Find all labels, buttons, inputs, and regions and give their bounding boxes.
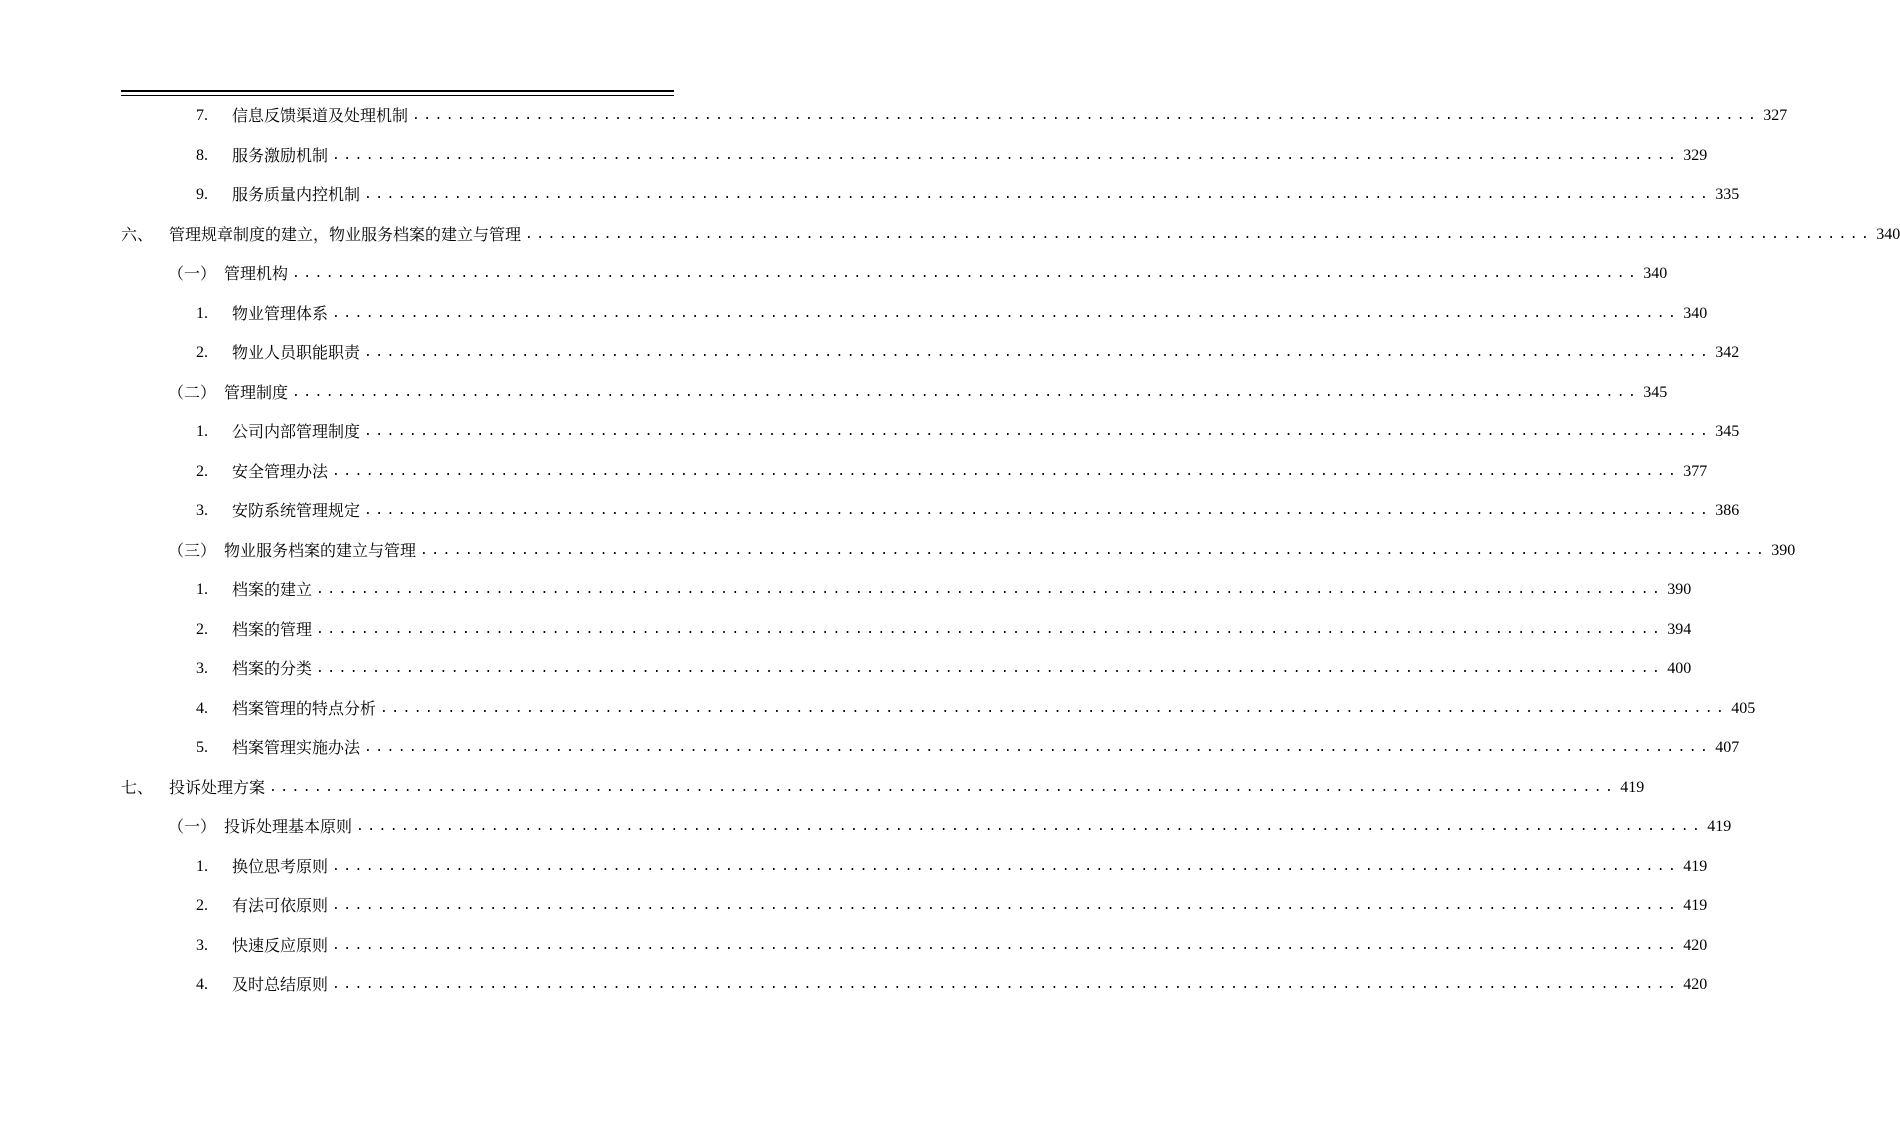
toc-entry-title: 档案的管理 [232, 619, 313, 639]
toc-entry-number: 3. [196, 660, 208, 677]
toc-entry-title: 服务激励机制 [232, 145, 329, 165]
toc-entry-title: 管理制度 [224, 382, 289, 402]
toc-entry-number: （一） [168, 264, 217, 283]
toc-dot-leader: ........................................................................................................................ [332, 937, 1680, 953]
toc-entry-page-number: 345 [1643, 383, 1668, 401]
toc-entry[interactable] [196, 894, 1708, 918]
toc-entry[interactable] [196, 302, 1708, 326]
toc-entry[interactable] [196, 144, 1708, 168]
toc-entry-title: 投诉处理基本原则 [224, 817, 353, 836]
toc-entry-title: 档案管理实施办法 [232, 738, 361, 757]
toc-entry-title: 快速反应原则 [232, 935, 329, 955]
toc-entry[interactable] [196, 697, 1756, 721]
toc-entry-page-number: 419 [1683, 857, 1708, 875]
toc-entry-title: 物业管理体系 [232, 303, 329, 323]
toc-dot-leader: ........................................................................................................................ [525, 226, 1873, 242]
toc-entry[interactable] [168, 815, 1732, 839]
toc-dot-leader: ........................................................................................................................ [316, 582, 1664, 597]
toc-dot-leader: ........................................................................................................................ [269, 779, 1617, 795]
toc-dot-leader: ........................................................................................................................ [332, 305, 1680, 321]
toc-entry-page-number: 394 [1667, 620, 1692, 638]
toc-dot-leader: ........................................................................................................................ [364, 187, 1712, 202]
toc-entry-title: 安防系统管理规定 [232, 501, 361, 520]
toc-entry[interactable] [196, 183, 1740, 207]
toc-entry-number: 8. [196, 146, 208, 164]
toc-entry[interactable] [196, 736, 1740, 760]
toc-entry-number: 1. [196, 304, 208, 322]
toc-entry-page-number: 329 [1683, 146, 1708, 164]
toc-dot-leader: ........................................................................................................................ [332, 463, 1680, 479]
toc-entry-number: （一） [168, 817, 217, 836]
toc-dot-leader: ........................................................................................................................ [364, 740, 1712, 755]
toc-entry-number: （三） [168, 540, 217, 560]
toc-dot-leader: ........................................................................................................................ [316, 621, 1664, 637]
toc-entry-page-number: 407 [1715, 739, 1740, 756]
header-rule [121, 90, 674, 96]
toc-entry-number: 六、 [121, 224, 154, 244]
toc-dot-leader: ........................................................................................................................ [364, 503, 1712, 518]
toc-entry[interactable] [121, 776, 1645, 800]
toc-entry-page-number: 340 [1643, 265, 1668, 282]
toc-entry-number: 3. [196, 502, 208, 519]
toc-entry[interactable] [196, 855, 1708, 879]
toc-entry-page-number: 400 [1667, 660, 1692, 677]
toc-entry-number: 9. [196, 186, 208, 203]
toc-entry-page-number: 377 [1683, 462, 1708, 480]
toc-dot-leader: ........................................................................................................................ [364, 424, 1712, 439]
toc-entry[interactable] [196, 499, 1740, 523]
toc-entry-page-number: 419 [1620, 778, 1645, 796]
toc-entry-page-number: 342 [1715, 344, 1740, 361]
toc-entry[interactable] [121, 223, 1900, 247]
toc-entry-number: （二） [168, 382, 217, 402]
toc-entry-page-number: 390 [1771, 541, 1796, 559]
toc-entry-page-number: 340 [1876, 225, 1900, 243]
toc-entry-title: 投诉处理方案 [169, 777, 266, 797]
toc-entry[interactable] [196, 104, 1788, 128]
toc-entry-page-number: 386 [1715, 502, 1740, 519]
toc-entry[interactable] [196, 341, 1740, 365]
toc-dot-leader: ........................................................................................................................ [332, 977, 1680, 992]
toc-entry[interactable] [196, 618, 1692, 642]
toc-entry-title: 档案的建立 [232, 580, 313, 599]
toc-entry-number: 2. [196, 344, 208, 361]
toc-dot-leader: ........................................................................................................................ [292, 266, 1640, 281]
toc-entry[interactable] [168, 262, 1668, 286]
toc-entry-page-number: 419 [1707, 818, 1732, 835]
toc-entry-number: 1. [196, 581, 208, 598]
toc-entry[interactable] [168, 539, 1796, 563]
toc-entry[interactable] [196, 657, 1692, 681]
toc-entry-number: 1. [196, 857, 208, 875]
toc-dot-leader: ........................................................................................................................ [412, 108, 1760, 123]
toc-entry-number: 5. [196, 739, 208, 756]
toc-dot-leader: ........................................................................................................................ [332, 858, 1680, 874]
toc-entry-title: 物业人员职能职责 [232, 343, 361, 362]
toc-entry-number: 4. [196, 699, 208, 717]
toc-dot-leader: ........................................................................................................................ [316, 661, 1664, 676]
toc-entry-number: 1. [196, 423, 208, 440]
toc-entry-number: 七、 [121, 777, 154, 797]
toc-entry-number: 3. [196, 936, 208, 954]
toc-entry-page-number: 420 [1683, 976, 1708, 993]
toc-entry-title: 管理规章制度的建立，物业服务档案的建立与管理 [169, 224, 522, 244]
toc-entry-page-number: 405 [1731, 699, 1756, 717]
toc-entry-title: 管理机构 [224, 264, 289, 283]
toc-entry-page-number: 419 [1683, 897, 1708, 914]
toc-dot-leader: ........................................................................................................................ [356, 819, 1704, 834]
toc-entry-page-number: 327 [1763, 107, 1788, 124]
toc-entry-title: 服务质量内控机制 [232, 185, 361, 204]
toc-dot-leader: ........................................................................................................................ [332, 147, 1680, 163]
toc-entry-number: 7. [196, 107, 208, 124]
toc-entry-number: 2. [196, 462, 208, 480]
toc-entry[interactable] [196, 460, 1708, 484]
toc-entry[interactable] [196, 934, 1708, 958]
toc-entry-page-number: 340 [1683, 304, 1708, 322]
toc-entry-title: 档案的分类 [232, 659, 313, 678]
toc-entry-page-number: 420 [1683, 936, 1708, 954]
toc-entry-title: 有法可依原则 [232, 896, 329, 915]
toc-entry-title: 换位思考原则 [232, 856, 329, 876]
toc-entry-number: 2. [196, 897, 208, 914]
toc-entry-page-number: 335 [1715, 186, 1740, 203]
toc-entry[interactable] [196, 420, 1740, 444]
toc-dot-leader: ........................................................................................................................ [420, 542, 1768, 558]
toc-entry-page-number: 390 [1667, 581, 1692, 598]
toc-entry-title: 及时总结原则 [232, 975, 329, 994]
toc-entry[interactable] [196, 578, 1692, 602]
toc-entry-title: 物业服务档案的建立与管理 [224, 540, 417, 560]
toc-entry[interactable] [196, 973, 1708, 997]
toc-dot-leader: ........................................................................................................................ [380, 700, 1728, 716]
toc-entry-title: 信息反馈渠道及处理机制 [232, 106, 409, 125]
toc-dot-leader: ........................................................................................................................ [332, 898, 1680, 913]
toc-dot-leader: ........................................................................................................................ [364, 345, 1712, 360]
toc-entry-number: 2. [196, 620, 208, 638]
toc-entry-number: 4. [196, 976, 208, 993]
toc-entry-title: 档案管理的特点分析 [232, 698, 377, 718]
toc-entry[interactable] [168, 381, 1668, 405]
toc-entry-title: 公司内部管理制度 [232, 422, 361, 441]
toc-entry-title: 安全管理办法 [232, 461, 329, 481]
toc-dot-leader: ........................................................................................................................ [292, 384, 1640, 400]
toc-entry-page-number: 345 [1715, 423, 1740, 440]
